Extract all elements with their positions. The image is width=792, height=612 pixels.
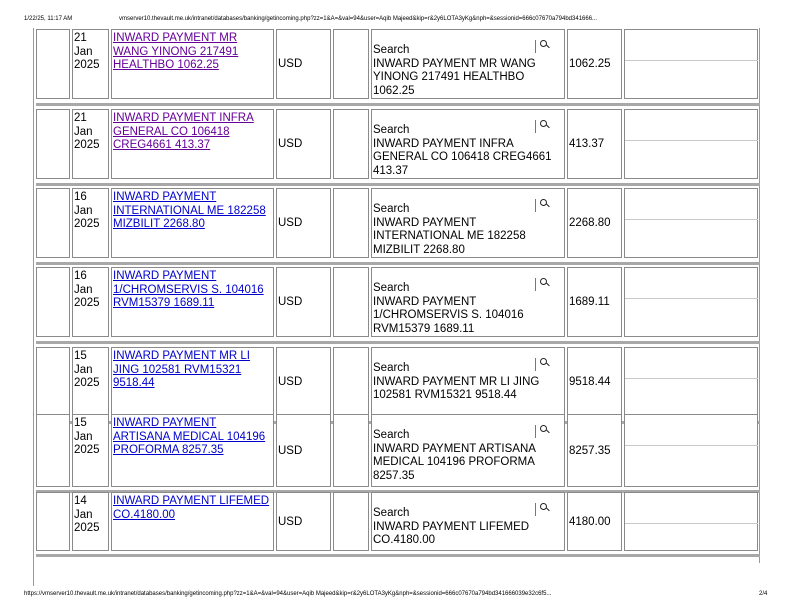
- amount: 2268.80: [569, 217, 611, 229]
- date-day: 14: [74, 495, 87, 507]
- actions-cell: [624, 267, 758, 337]
- amount: 9518.44: [569, 376, 611, 388]
- currency: USD: [278, 444, 303, 457]
- table-row: [36, 413, 760, 493]
- date-cell: [72, 109, 109, 179]
- date-cell: [72, 188, 109, 258]
- description-cell: [371, 347, 565, 417]
- actions-cell: [624, 347, 758, 417]
- actions-inner-box: [625, 378, 758, 415]
- amount: 1689.11: [569, 296, 610, 308]
- search-button[interactable]: [535, 120, 556, 133]
- search-label: Search: [373, 362, 410, 374]
- payment-link[interactable]: INWARD PAYMENT MR WANG YINONG 217491 HEALTHBO 1062.25: [113, 32, 239, 71]
- payment-link-cell: [111, 29, 274, 99]
- search-button[interactable]: [535, 199, 556, 212]
- date-day: 21: [74, 112, 87, 124]
- actions-inner-box: [625, 523, 758, 560]
- description-cell: [371, 267, 565, 337]
- description-text: INWARD PAYMENT MR LI JING 102581 RVM15321 9518.44: [373, 375, 540, 401]
- empty-cell: [333, 492, 369, 551]
- currency: USD: [278, 58, 303, 70]
- payment-link-cell: [111, 109, 274, 179]
- amount-cell: [567, 414, 622, 487]
- select-cell: [36, 109, 70, 179]
- date-day: 15: [74, 350, 87, 362]
- date-month: Jan: [74, 508, 93, 521]
- amount: 413.37: [569, 138, 605, 150]
- date-year: 2025: [74, 297, 100, 309]
- amount-cell: [567, 109, 622, 179]
- date-day: 15: [74, 417, 87, 429]
- amount-cell: [567, 188, 622, 258]
- print-footer: [0, 588, 792, 600]
- search-label: Search: [373, 203, 410, 215]
- page-number: 2/4: [759, 591, 768, 597]
- description-cell: [371, 188, 565, 258]
- description-cell: [371, 29, 565, 99]
- empty-cell: [333, 29, 369, 99]
- empty-cell: [333, 267, 369, 337]
- print-header: [0, 13, 792, 25]
- search-icon-handle: [546, 204, 550, 208]
- actions-cell: [624, 414, 758, 487]
- currency: USD: [278, 217, 303, 229]
- payment-link-cell: [111, 347, 274, 417]
- date-year: 2025: [74, 377, 100, 389]
- frame-left-border: [33, 28, 34, 586]
- currency: USD: [278, 515, 303, 528]
- search-button[interactable]: [535, 503, 556, 516]
- actions-inner-box: [625, 445, 758, 482]
- currency: USD: [278, 376, 303, 388]
- currency: USD: [278, 296, 303, 308]
- payment-link[interactable]: INWARD PAYMENT LIFEMED CO.4180.00: [113, 495, 270, 521]
- date-year: 2025: [74, 522, 100, 534]
- payment-link-cell: [111, 492, 274, 551]
- currency: USD: [278, 138, 303, 150]
- amount: 1062.25: [569, 58, 611, 70]
- actions-cell: [624, 492, 758, 551]
- currency-cell: [276, 492, 331, 551]
- date-month: Jan: [74, 430, 93, 443]
- select-cell: [36, 492, 70, 551]
- search-icon-handle: [546, 45, 550, 49]
- date-day: 21: [74, 32, 87, 44]
- date-month: Jan: [74, 283, 93, 296]
- payment-link[interactable]: INWARD PAYMENT ARTISANA MEDICAL 104196 PROFORMA 8257.35: [113, 417, 266, 456]
- description-cell: [371, 109, 565, 179]
- amount: 4180.00: [569, 515, 611, 528]
- date-month: Jan: [74, 204, 93, 217]
- table-row: [36, 491, 760, 557]
- select-cell: [36, 188, 70, 258]
- date-year: 2025: [74, 139, 100, 151]
- date-cell: [72, 267, 109, 337]
- amount-cell: [567, 347, 622, 417]
- payment-link[interactable]: INWARD PAYMENT INTERNATIONAL ME 182258 MIZBILIT 2268.80: [113, 191, 266, 230]
- payment-link-cell: [111, 188, 274, 258]
- actions-inner-box: [625, 60, 758, 97]
- date-day: 16: [74, 270, 87, 282]
- search-button[interactable]: [535, 278, 556, 291]
- print-footer-url: https://vmserver10.thevault.me.uk/intranet/databases/banking/getincoming.php?zz=1&A=&val=94&user=Aqib Majeed&kip=r&2y6LOTA3yKg&nph=&sessionid=666c07670a794bd341666039e32c6f5...: [24, 591, 552, 597]
- empty-cell: [333, 347, 369, 417]
- actions-inner-box: [625, 219, 758, 256]
- currency-cell: [276, 267, 331, 337]
- actions-inner-box: [625, 140, 758, 177]
- date-day: 16: [74, 191, 87, 203]
- table-row: [36, 187, 760, 265]
- select-cell: [36, 414, 70, 487]
- payment-link[interactable]: INWARD PAYMENT MR LI JING 102581 RVM15321 9518.44: [113, 350, 250, 389]
- select-cell: [36, 29, 70, 99]
- actions-inner-box: [625, 298, 758, 335]
- currency-cell: [276, 109, 331, 179]
- date-year: 2025: [74, 218, 100, 230]
- description-text: INWARD PAYMENT INFRA GENERAL CO 106418 CREG4661 413.37: [373, 137, 552, 177]
- search-label: Search: [373, 282, 410, 294]
- search-icon-handle: [546, 283, 550, 287]
- search-button[interactable]: [535, 425, 556, 438]
- amount-cell: [567, 267, 622, 337]
- currency-cell: [276, 347, 331, 417]
- description-text: INWARD PAYMENT 1/CHROMSERVIS S. 104016 RVM15379 1689.11: [373, 295, 524, 335]
- date-cell: [72, 492, 109, 551]
- amount-cell: [567, 29, 622, 99]
- empty-cell: [333, 188, 369, 258]
- search-icon-handle: [546, 430, 550, 434]
- table-row: [36, 28, 760, 106]
- payment-link[interactable]: INWARD PAYMENT INFRA GENERAL CO 106418 CREG4661 413.37: [113, 112, 254, 151]
- date-cell: [72, 414, 109, 487]
- actions-cell: [624, 29, 758, 99]
- table-row: [36, 108, 760, 186]
- date-year: 2025: [74, 444, 100, 456]
- description-text: INWARD PAYMENT LIFEMED CO.4180.00: [373, 520, 530, 546]
- description-cell: [371, 414, 565, 487]
- search-icon-handle: [546, 508, 550, 512]
- select-cell: [36, 347, 70, 417]
- date-cell: [72, 347, 109, 417]
- payment-link-cell: [111, 267, 274, 337]
- table-row: [36, 266, 760, 344]
- search-button[interactable]: [535, 358, 556, 371]
- search-button[interactable]: [535, 40, 556, 53]
- select-cell: [36, 267, 70, 337]
- date-month: Jan: [74, 45, 93, 58]
- date-month: Jan: [74, 363, 93, 376]
- print-datetime: 1/22/25, 11:17 AM: [24, 16, 73, 22]
- search-icon-handle: [546, 363, 550, 367]
- date-year: 2025: [74, 59, 100, 71]
- actions-cell: [624, 188, 758, 258]
- payment-link[interactable]: INWARD PAYMENT 1/CHROMSERVIS S. 104016 RVM15379 1689.11: [113, 270, 264, 309]
- amount: 8257.35: [569, 444, 611, 457]
- currency-cell: [276, 29, 331, 99]
- actions-cell: [624, 109, 758, 179]
- description-text: INWARD PAYMENT ARTISANA MEDICAL 104196 PROFORMA 8257.35: [373, 442, 536, 482]
- currency-cell: [276, 188, 331, 258]
- search-label: Search: [373, 124, 410, 136]
- empty-cell: [333, 109, 369, 179]
- search-icon-handle: [546, 125, 550, 129]
- currency-cell: [276, 414, 331, 487]
- amount-cell: [567, 492, 622, 551]
- payment-link-cell: [111, 414, 274, 487]
- description-cell: [371, 492, 565, 551]
- search-label: Search: [373, 507, 410, 519]
- print-header-url: vmserver10.thevault.me.uk/intranet/databases/banking/getincoming.php?zz=1&A=&val=94&user=Aqib Majeed&kip=r&2y6LOTA3yKg&nph=&sessionid=666c07670a794bd341666...: [119, 16, 598, 22]
- description-text: INWARD PAYMENT MR WANG YINONG 217491 HEALTHBO 1062.25: [373, 57, 536, 97]
- empty-cell: [333, 414, 369, 487]
- description-text: INWARD PAYMENT INTERNATIONAL ME 182258 MIZBILIT 2268.80: [373, 216, 526, 256]
- date-month: Jan: [74, 125, 93, 138]
- date-cell: [72, 29, 109, 99]
- search-label: Search: [373, 429, 410, 441]
- search-label: Search: [373, 44, 410, 56]
